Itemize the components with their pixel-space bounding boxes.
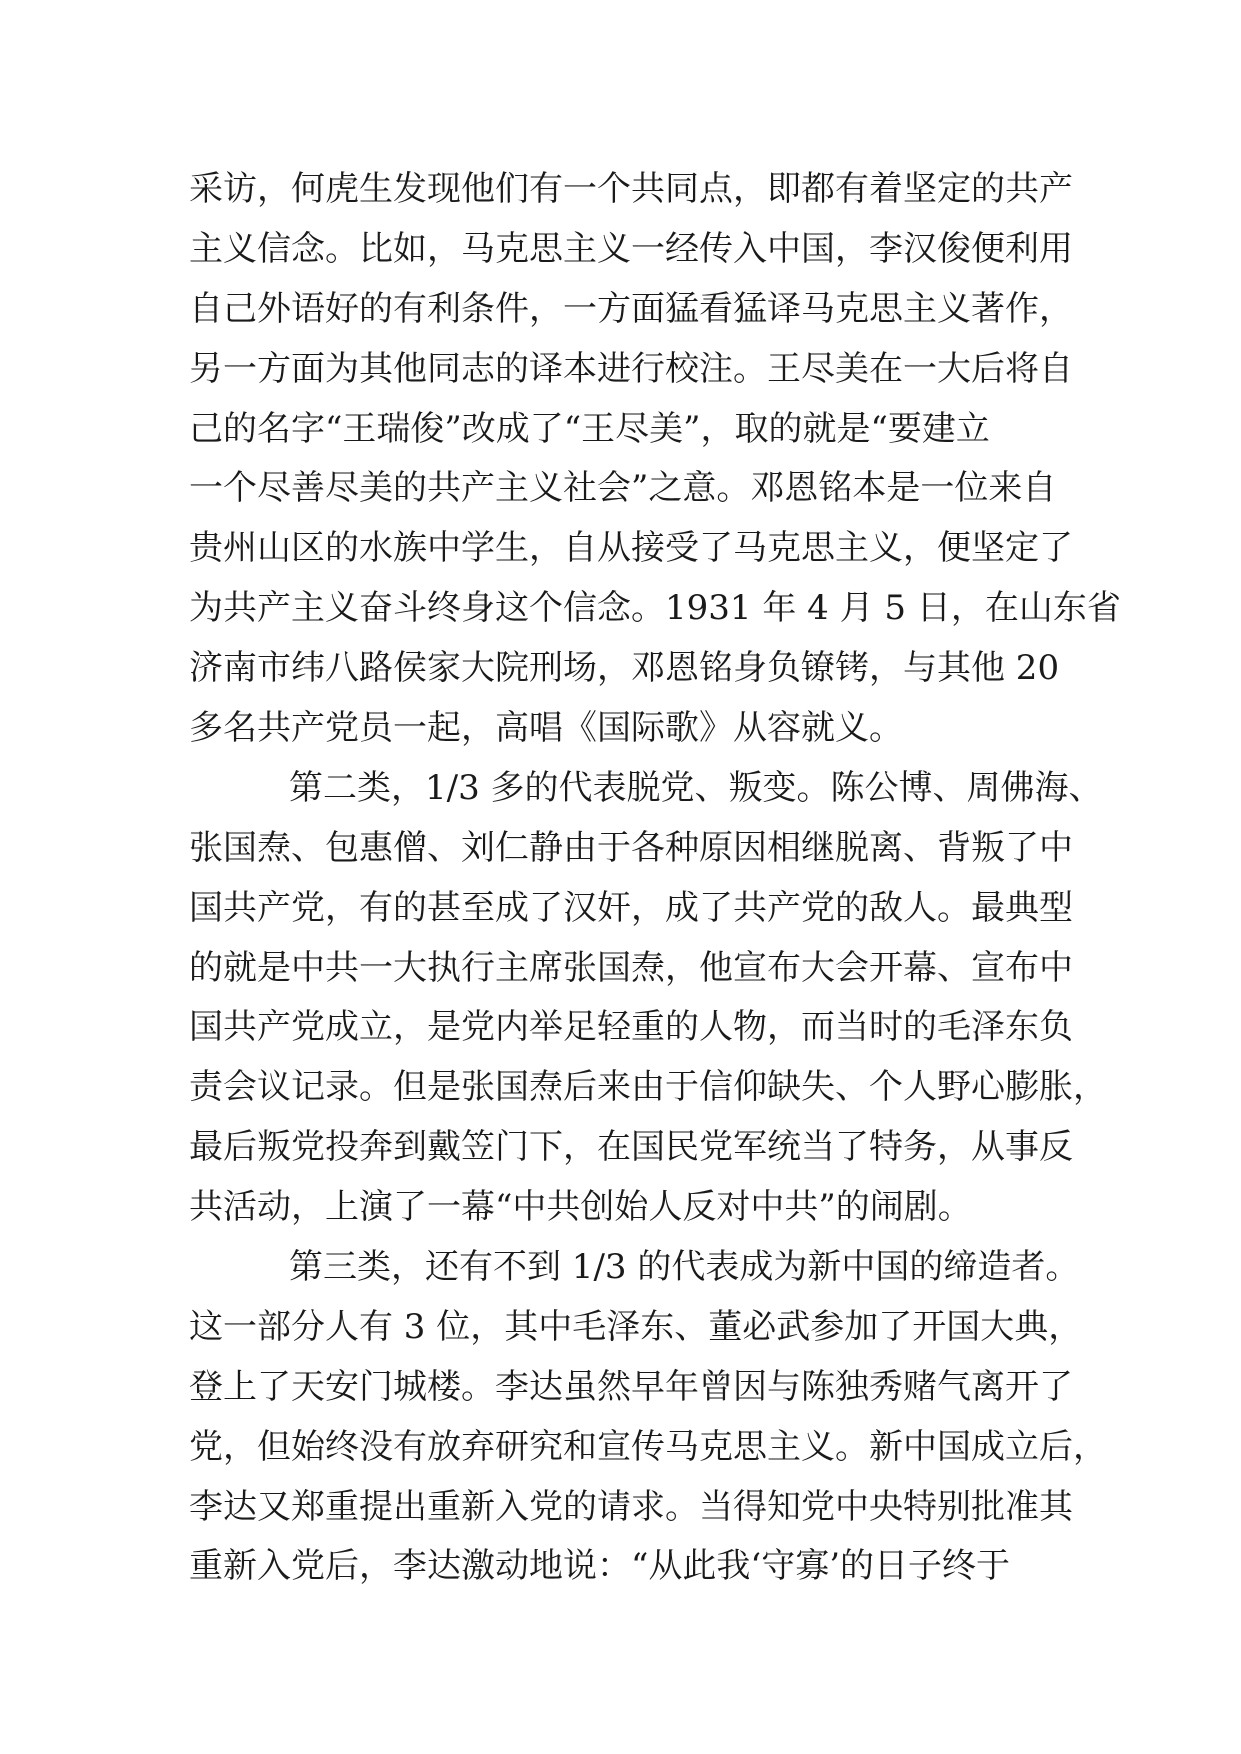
text-line: 多名共产党员一起，高唱《国际歌》从容就义。 bbox=[189, 708, 903, 749]
text-line: 最后叛党投奔到戴笠门下，在国民党军统当了特务，从事反 bbox=[189, 1127, 1073, 1168]
text-line: 贵州山区的水族中学生，自从接受了马克思主义，便坚定了 bbox=[189, 528, 1073, 569]
text-line: 国共产党成立，是党内举足轻重的人物，而当时的毛泽东负 bbox=[189, 1007, 1073, 1048]
text-line: 采访，何虎生发现他们有一个共同点，即都有着坚定的共产 bbox=[189, 169, 1073, 209]
text-line: 主义信念。比如，马克思主义一经传入中国，李汉俊便利用 bbox=[189, 228, 1073, 269]
text-line: 自己外语好的有利条件，一方面猛看猛译马克思主义著作， bbox=[189, 288, 1073, 329]
text-line: 重新入党后，李达激动地说：“从此我‘守寡’的日子终于 bbox=[189, 1546, 1010, 1587]
text-line: 一个尽善尽美的共产主义社会”之意。邓恩铭本是一位来自 bbox=[189, 468, 1057, 509]
body-text bbox=[189, 160, 1121, 1597]
text-line: 党，但始终没有放弃研究和宣传马克思主义。新中国成立后， bbox=[189, 1426, 1107, 1467]
paragraph-first-line: 第三类，还有不到 1/3 的代表成为新中国的缔造者。 bbox=[289, 1247, 1080, 1288]
text-line: 共活动，上演了一幕“中共创始人反对中共”的闹剧。 bbox=[189, 1187, 972, 1228]
paragraph-first-line: 第二类，1/3 多的代表脱党、叛变。陈公博、周佛海、 bbox=[289, 767, 1103, 808]
text-line: 的就是中共一大执行主席张国焘，他宣布大会开幕、宣布中 bbox=[189, 947, 1073, 988]
text-line: 责会议记录。但是张国焘后来由于信仰缺失、个人野心膨胀， bbox=[189, 1067, 1107, 1108]
text-line: 这一部分人有 3 位，其中毛泽东、董必武参加了开国大典， bbox=[189, 1306, 1083, 1347]
text-line: 国共产党，有的甚至成了汉奸，成了共产党的敌人。最典型 bbox=[189, 887, 1073, 928]
text-line: 登上了天安门城楼。李达虽然早年曾因与陈独秀赌气离开了 bbox=[189, 1366, 1073, 1407]
text-line: 己的名字“王瑞俊”改成了“王尽美”，取的就是“要建立 bbox=[189, 408, 990, 449]
text-line: 张国焘、包惠僧、刘仁静由于各种原因相继脱离、背叛了中 bbox=[189, 827, 1073, 868]
text-line: 济南市纬八路侯家大院刑场，邓恩铭身负镣铐，与其他 20 bbox=[189, 648, 1060, 689]
text-line: 另一方面为其他同志的译本进行校注。王尽美在一大后将自 bbox=[189, 348, 1073, 389]
text-line: 为共产主义奋斗终身这个信念。1931 年 4 月 5 日，在山东省 bbox=[189, 588, 1121, 629]
text-line: 李达又郑重提出重新入党的请求。当得知党中央特别批准其 bbox=[189, 1486, 1073, 1527]
